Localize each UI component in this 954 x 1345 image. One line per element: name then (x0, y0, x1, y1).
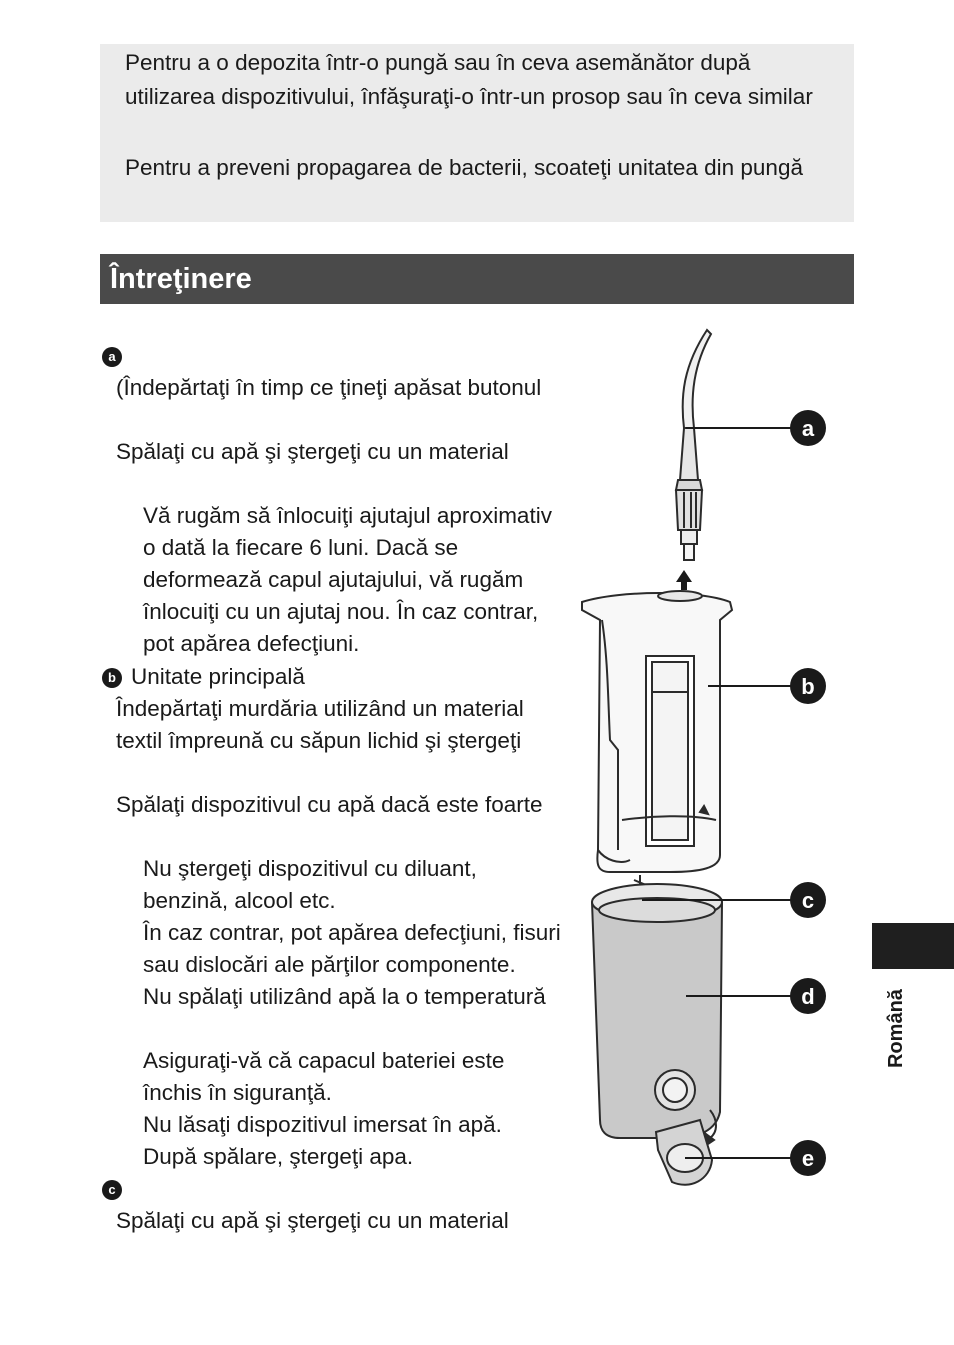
item-b-line-2: textil împreună cu săpun lichid şi ştergeţi (116, 728, 522, 753)
callout-label-a: a (801, 416, 815, 441)
item-b-note-1: Nu ştergeţi dispozitivul cu diluant, (143, 856, 477, 881)
device-diagram (560, 320, 840, 1200)
item-b-note-5: Nu spălaţi utilizând apă la o temperatură (143, 984, 546, 1009)
item-b-note-6: Asiguraţi-vă că capacul bateriei este (143, 1048, 505, 1073)
water-tank-illustration (592, 884, 722, 1185)
side-tab-block (872, 923, 954, 969)
item-b-note-7: închis în siguranţă. (143, 1080, 332, 1105)
storage-note-line-2: utilizarea dispozitivului, înfăşuraţi-o într-un prosop sau în ceva similar (125, 84, 813, 109)
item-b-heading: Unitate principală (131, 664, 305, 689)
section-header (100, 254, 854, 304)
up-arrow-icon (676, 570, 692, 590)
callout-a (790, 410, 826, 446)
item-b-note-4: sau dislocări ale părţilor componente. (143, 952, 516, 977)
storage-note-line-3: Pentru a preveni propagarea de bacterii, scoateţi unitatea din pungă (125, 155, 803, 180)
section-title: Întreţinere (110, 263, 252, 295)
item-c-line-1: Spălaţi cu apă şi ştergeţi cu un material (116, 1208, 509, 1233)
side-tab-language: Română (885, 989, 907, 1068)
callout-d (790, 978, 826, 1014)
callout-label-e: e (801, 1146, 815, 1171)
item-a-line-1: (Îndepărtaţi în timp ce ţineţi apăsat butonul (116, 375, 542, 400)
callout-label-c: c (801, 888, 815, 913)
badge-a: a (102, 347, 122, 367)
callout-e (790, 1140, 826, 1176)
item-b-note-8: Nu lăsaţi dispozitivul imersat în apă. (143, 1112, 502, 1137)
item-a-note-5: pot apărea defecţiuni. (143, 631, 360, 656)
item-a-note-3: deformează capul ajutajului, vă rugăm (143, 567, 524, 592)
item-b-line-3: Spălaţi dispozitivul cu apă dacă este foarte (116, 792, 543, 817)
callout-b (790, 668, 826, 704)
item-a-note-2: o dată la fiecare 6 luni. Dacă se (143, 535, 459, 560)
nozzle-illustration (676, 330, 711, 560)
badge-c: c (102, 1180, 122, 1200)
main-unit-illustration (582, 591, 732, 872)
badge-b: b (102, 668, 122, 688)
item-a-line-2: Spălaţi cu apă şi ştergeţi cu un material (116, 439, 509, 464)
callout-label-b: b (801, 674, 815, 699)
callout-label-d: d (801, 984, 815, 1009)
item-b-note-9: După spălare, ştergeţi apa. (143, 1144, 414, 1169)
item-a-note-1: Vă rugăm să înlocuiţi ajutajul aproximativ (143, 503, 552, 528)
item-b-note-3: În caz contrar, pot apărea defecţiuni, fisuri (143, 920, 561, 945)
callout-c (790, 882, 826, 918)
item-b-line-1: Îndepărtaţi murdăria utilizând un material (116, 696, 524, 721)
storage-note-line-1: Pentru a o depozita într-o pungă sau în ceva asemănător după (125, 50, 751, 75)
item-a-note-4: înlocuiţi cu un ajutaj nou. În caz contrar, (143, 599, 539, 624)
item-b-note-2: benzină, alcool etc. (143, 888, 336, 913)
